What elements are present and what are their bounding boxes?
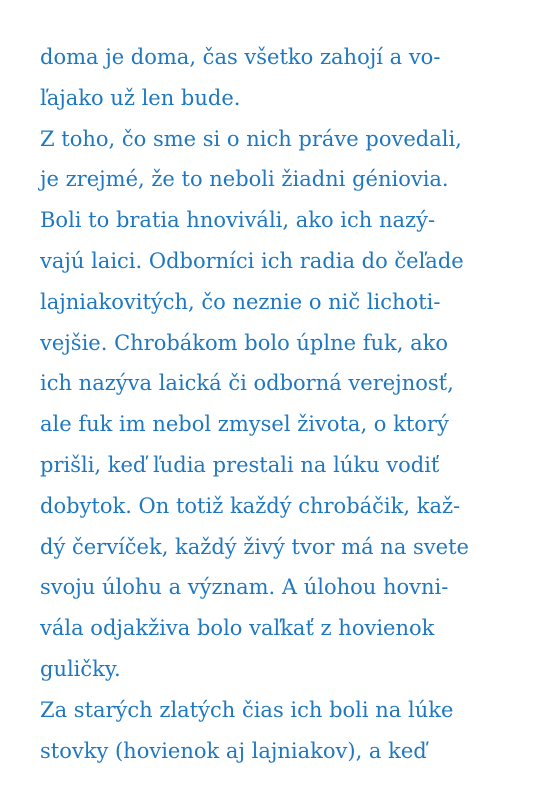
text-line: ich nazýva laická či odborná verejnosť,	[40, 371, 454, 396]
text-line: svoju úlohu a význam. A úlohou hovni-	[40, 575, 449, 600]
text-line: lajniakovitých, čo neznie o nič lichoti-	[40, 289, 441, 314]
text-line: dobytok. On totiž každý chrobáčik, kaž-	[40, 493, 461, 518]
book-page-text	[40, 37, 540, 771]
text-line: Z toho, čo sme si o nich práve povedali,	[40, 126, 462, 151]
text-line: ľajako už len bude.	[40, 85, 241, 110]
text-line: doma je doma, čas všetko zahojí a vo-	[40, 45, 441, 69]
text-line: vajú laici. Odborníci ich radia do čeľade	[40, 248, 464, 273]
text-line: guličky.	[40, 656, 121, 681]
text-line: Za starých zlatých čias ich boli na lúke	[40, 697, 454, 722]
text-line: Boli to bratia hnoviváli, ako ich nazý-	[40, 208, 436, 233]
text-line: je zrejmé, že to neboli žiadni géniovia.	[40, 167, 449, 192]
text-line: vejšie. Chrobákom bolo úplne fuk, ako	[40, 330, 448, 355]
text-line: prišli, keď ľudia prestali na lúku vodiť	[40, 452, 440, 477]
text-line: dý červíček, každý živý tvor má na svete	[40, 534, 469, 559]
text-line: stovky (hovienok aj lajniakov), a keď	[40, 738, 427, 763]
text-line: ale fuk im nebol zmysel života, o ktorý	[40, 412, 449, 437]
text-line: vála odjakživa bolo vaľkať z hovienok	[40, 616, 435, 641]
